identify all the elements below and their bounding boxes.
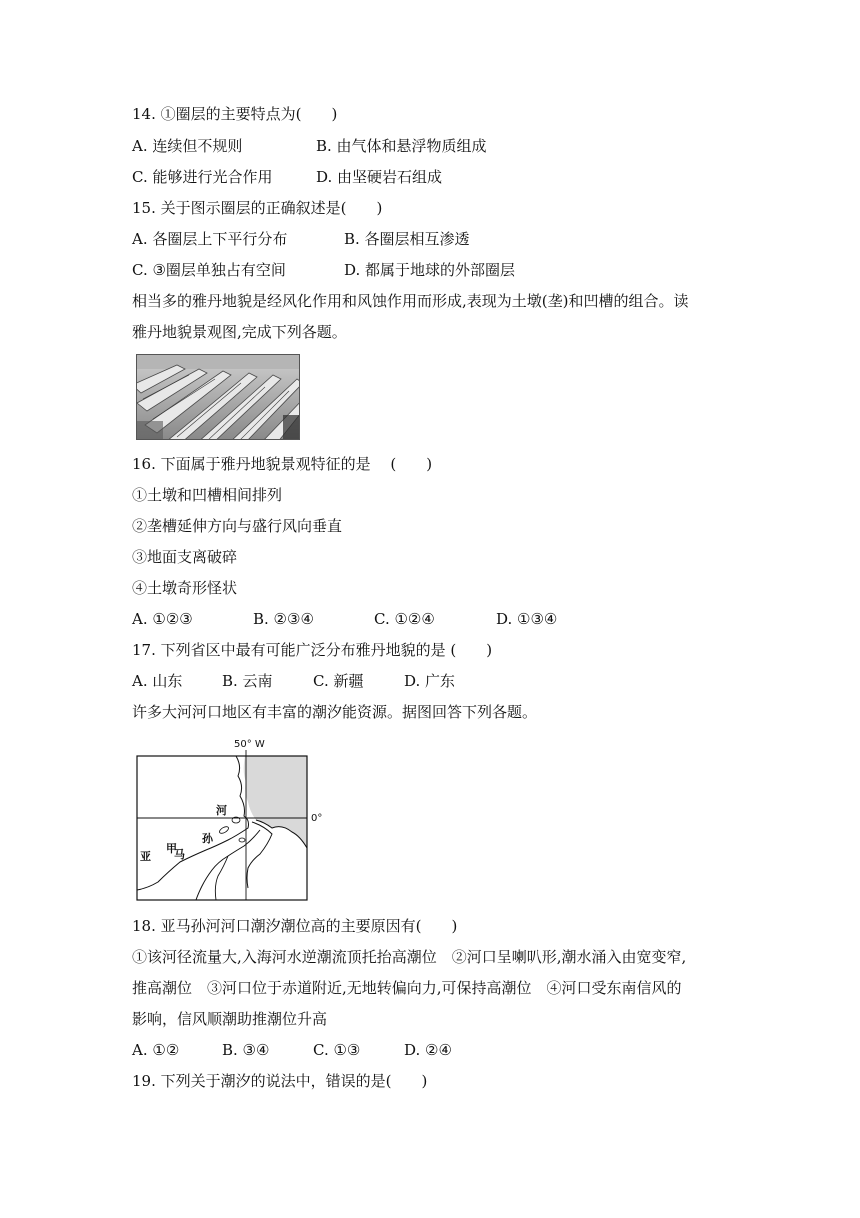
longitude-label: 50° W (234, 739, 265, 750)
q14-option-a: A. 连续但不规则 (132, 137, 243, 155)
q17-option-a: A. 山东 (132, 672, 183, 690)
q15-option-a: A. 各圈层上下平行分布 (132, 230, 288, 248)
q16-option-b: B. ②③④ (253, 610, 314, 628)
q16-item-4: ④土墩奇形怪状 (132, 579, 238, 597)
q15-stem: 15. 关于图示圈层的正确叙述是( ) (132, 199, 383, 217)
q16-item-1: ①土墩和凹槽相间排列 (132, 486, 283, 504)
yardang-intro-line1: 相当多的雅丹地貌是经风化作用和风蚀作用而形成,表现为土墩(垄)和凹槽的组合。读 (132, 292, 689, 310)
q14-option-d: D. 由坚硬岩石组成 (316, 168, 443, 186)
yardang-landscape-photo (136, 354, 300, 440)
q17-option-c: C. 新疆 (313, 672, 364, 690)
q15-option-c: C. ③圈层单独占有空间 (132, 261, 286, 279)
amazon-estuary-map (132, 736, 328, 908)
q16-option-a: A. ①②③ (132, 610, 193, 628)
map-char-ya: 亚 (140, 850, 151, 863)
yardang-intro-line2: 雅丹地貌景观图,完成下列各题。 (132, 323, 347, 341)
q17-stem: 17. 下列省区中最有可能广泛分布雅丹地貌的是 ( ) (132, 641, 493, 659)
latitude-label: 0° (311, 813, 323, 824)
q16-stem: 16. 下面属于雅丹地貌景观特征的是 ( ) (132, 455, 433, 473)
q16-option-d: D. ①③④ (496, 610, 558, 628)
q18-stem: 18. 亚马孙河河口潮汐潮位高的主要原因有( ) (132, 917, 458, 935)
q18-option-b: B. ③④ (222, 1041, 270, 1059)
map-char-jia: 甲 (166, 842, 177, 855)
q16-item-2: ②垄槽延伸方向与盛行风向垂直 (132, 517, 343, 535)
estuary-island (218, 825, 229, 834)
estuary-island (239, 838, 245, 842)
tide-intro: 许多大河河口地区有丰富的潮汐能资源。据图回答下列各题。 (132, 703, 538, 721)
map-char-ma: 马 (174, 848, 185, 861)
q15-option-d: D. 都属于地球的外部圈层 (344, 261, 516, 279)
q17-option-b: B. 云南 (222, 672, 273, 690)
coastline (137, 756, 249, 890)
q15-option-b: B. 各圈层相互渗透 (344, 230, 470, 248)
q14-stem: 14. ①圈层的主要特点为( ) (132, 105, 338, 123)
q18-text-line2: 推高潮位 ③河口位于赤道附近,无地转偏向力,可保持高潮位 ④河口受东南信风的 (132, 979, 682, 997)
q16-option-c: C. ①②④ (374, 610, 435, 628)
q14-option-c: C. 能够进行光合作用 (132, 168, 273, 186)
map-char-sun: 孙 (202, 832, 213, 845)
tributary (215, 856, 228, 900)
ocean-area (244, 756, 307, 848)
q18-option-a: A. ①② (132, 1041, 180, 1059)
marajo-island (247, 822, 272, 888)
q19-stem: 19. 下列关于潮汐的说法中，错误的是( ) (132, 1072, 428, 1090)
q14-option-b: B. 由气体和悬浮物质组成 (316, 137, 487, 155)
q18-text-line3: 影响，信风顺潮助推潮位升高 (132, 1010, 328, 1028)
q18-text-line1: ①该河径流量大,入海河水逆潮流顶托抬高潮位 ②河口呈喇叭形,潮水涌入由宽变窄, (132, 948, 687, 966)
q17-option-d: D. 广东 (404, 672, 456, 690)
q16-item-3: ③地面支离破碎 (132, 548, 238, 566)
q18-option-d: D. ②④ (404, 1041, 452, 1059)
q18-option-c: C. ①③ (313, 1041, 361, 1059)
map-char-he: 河 (216, 804, 227, 817)
